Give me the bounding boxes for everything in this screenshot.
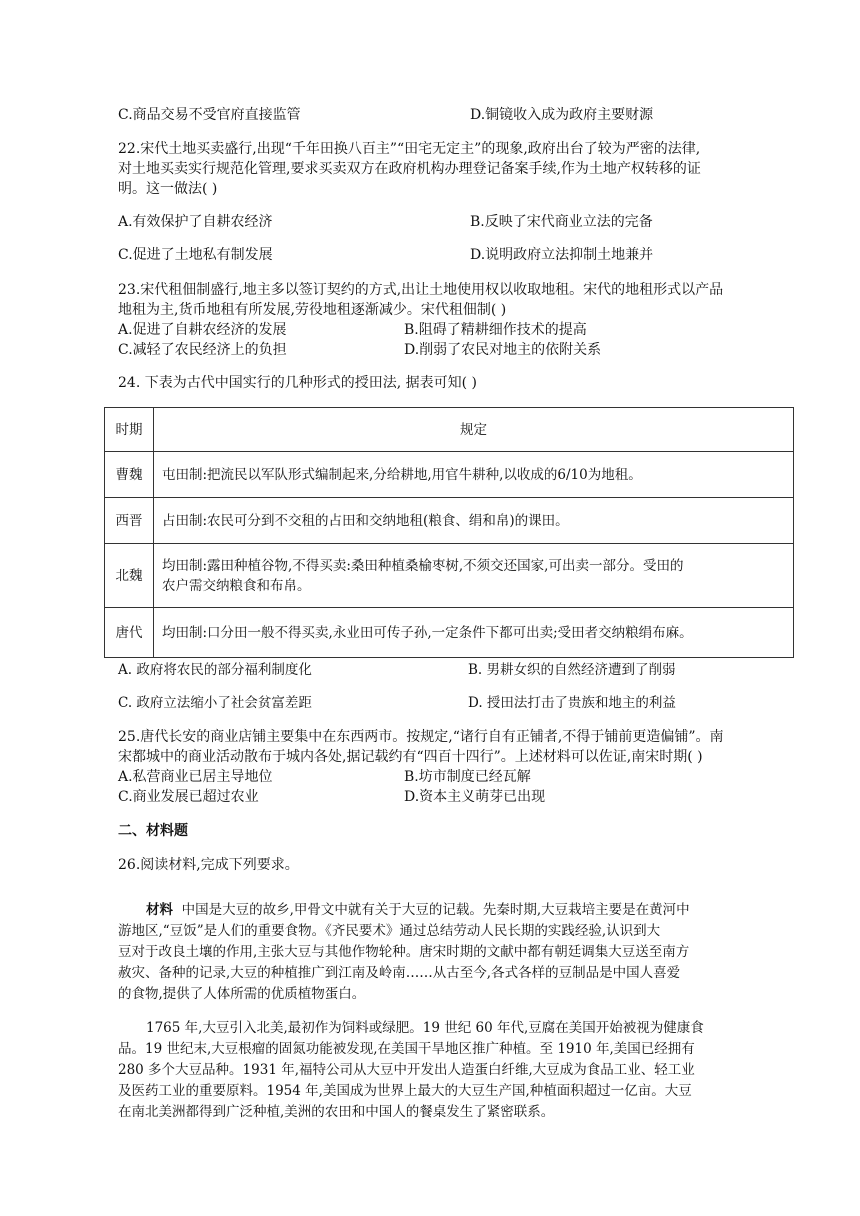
land-system-table [104,407,794,658]
table-cell-rule: 屯田制:把流民以军队形式编制起来,分给耕地,用官牛耕种,以收成的6/10为地租。 [154,452,794,498]
q25-option-d: D.资本主义萌芽已出现 [404,789,546,805]
q22-option-a: A.有效保护了自耕农经济 [118,214,273,230]
q23-option-d: D.削弱了农民对地主的依附关系 [404,342,602,358]
table-cell-rule: 均田制:口分田一般不得买卖,永业田可传子孙,一定条件下都可出卖;受田者交纳粮绢布麻。 [154,608,794,658]
table-header-row [105,408,794,452]
table-header-period: 时期 [105,408,154,452]
table-cell-period: 曹魏 [105,452,154,498]
q23-stem-line2: 地租为主,货币地租有所发展,劳役地租逐渐减少。宋代租佃制( ) [118,302,507,318]
q25-option-a: A.私营商业已居主导地位 [118,769,273,785]
material-paragraph-2: 1765 年,大豆引入北美,最初作为饲料或绿肥。19 世纪 60 年代,豆腐在美国开始被视为健康食 品。19 世纪末,大豆根瘤的固氮功能被发现,在美国干旱地区推广种植。至 1910 年,美国已经拥有 280 多个大豆品种。1931 年,福特公司从大豆中开发出人造蛋白纤维,大豆成为食品工业、轻工业 及医药工业的重要原料。1954 年,美国成为世界上最大的大豆生产国,种植面积超过一亿亩。大豆 在南北美洲都得到广泛种植,美洲的农田和中国人的餐桌发生了紧密联系。 [118,1020,704,1120]
table-cell-period: 唐代 [105,608,154,658]
table-header-rule: 规定 [154,408,794,452]
q24-option-d: D. 授田法打击了贵族和地主的利益 [468,695,676,711]
q25-stem-line2: 宋都城中的商业活动散布于城内各处,据记载约有“四百十四行”。上述材料可以佐证,南宋时期( ) [118,749,703,765]
table-cell-rule: 均田制:露田种植谷物,不得买卖:桑田种植桑榆枣树,不须交还国家,可出卖一部分。受田的 农户需交纳粮食和布帛。 [154,544,794,608]
q22-stem-line2: 对土地买卖实行规范化管理,要求买卖双方在政府机构办理登记备案手续,作为土地产权转移的证 [118,161,701,177]
q22-option-c: C.促进了土地私有制发展 [118,247,273,263]
table-cell-period: 北魏 [105,544,154,608]
q23-option-b: B.阻碍了精耕细作技术的提高 [404,322,587,338]
q22-stem-line1: 22.宋代土地买卖盛行,出现“千年田换八百主”“田宅无定主”的现象,政府出台了较为严密的法律, [118,141,701,157]
q21-option-c: C.商品交易不受官府直接监管 [118,107,301,123]
q24-stem: 24. 下表为古代中国实行的几种形式的授田法, 据表可知( ) [118,375,477,391]
q24-option-c: C. 政府立法缩小了社会贫富差距 [118,695,312,711]
q25-option-c: C.商业发展已超过农业 [118,789,259,805]
q24-option-b: B. 男耕女织的自然经济遭到了削弱 [468,662,676,678]
q24-option-a: A. 政府将农民的部分福利制度化 [118,662,312,678]
material-paragraph-1: 材料 中国是大豆的故乡,甲骨文中就有关于大豆的记载。先秦时期,大豆栽培主要是在黄河中 游地区,“豆饭”是人们的重要食物。《齐民要术》通过总结劳动人民长期的实践经验,认识到大 豆对于改良土壤的作用,主张大豆与其他作物轮种。唐宋时期的文献中都有朝廷调集大豆送至南方 赦灾、备种的记录,大豆的种植推广到江南及岭南……从古至今,各式各样的豆制品是中国人喜爱 的食物,提供了人体所需的优质植物蛋白。 [118,902,690,1002]
q23-option-a: A.促进了自耕农经济的发展 [118,322,287,338]
q26-stem: 26.阅读材料,完成下列要求。 [118,857,299,873]
table-cell-rule: 占田制:农民可分到不交租的占田和交纳地租(粮食、绢和帛)的课田。 [154,498,794,544]
table-cell-period: 西晋 [105,498,154,544]
q22-option-d: D.说明政府立法抑制土地兼并 [470,247,654,263]
table-row [105,498,794,544]
q23-stem-line1: 23.宋代租佃制盛行,地主多以签订契约的方式,出让土地使用权以收取地租。宋代的地租形式以产品 [118,282,724,298]
q22-option-b: B.反映了宋代商业立法的完备 [470,214,653,230]
table-row [105,544,794,608]
section-title: 二、材料题 [118,823,188,839]
table-row [105,608,794,658]
material-label: 材料 [146,902,173,918]
q25-stem-line1: 25.唐代长安的商业店铺主要集中在东西两市。按规定,“诸行自有正铺者,不得于铺前更造偏铺”。南 [118,729,724,745]
q21-option-d: D.铜镜收入成为政府主要财源 [470,107,654,123]
table-row [105,452,794,498]
q23-option-c: C.减轻了农民经济上的负担 [118,342,287,358]
q22-stem-line3: 明。这一做法( ) [118,181,218,197]
q25-option-b: B.坊市制度已经瓦解 [404,769,531,785]
